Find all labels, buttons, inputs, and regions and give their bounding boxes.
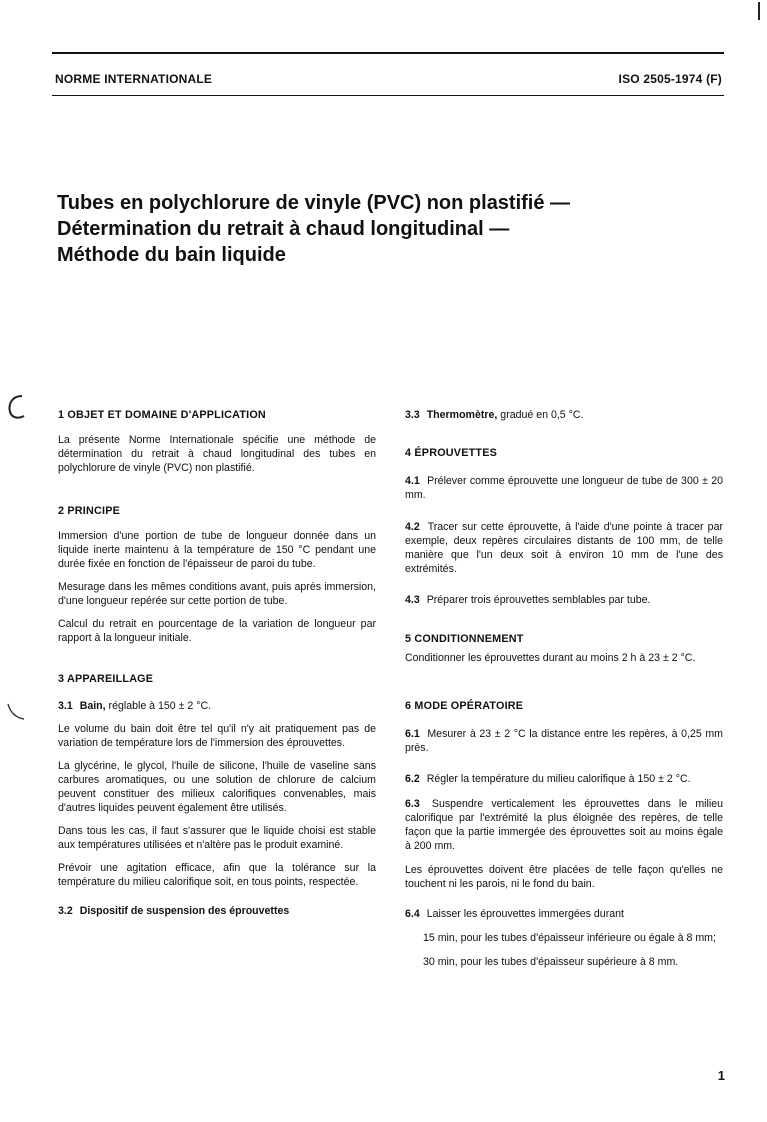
header-standard-type: NORME INTERNATIONALE: [55, 72, 213, 86]
section-3-paragraph-3: Dans tous les cas, il faut s'assurer que le liquide choisi est stable aux températures utilisées et n'altère pas le produit examiné.: [58, 825, 376, 851]
header-top-rule: [52, 52, 724, 54]
clause-4-2: [405, 520, 723, 576]
right-column: [405, 408, 723, 969]
section-4-heading: 4 ÉPROUVETTES: [405, 447, 497, 459]
clause-3-1-text: réglable à 150 ± 2 °C.: [108, 700, 212, 712]
clause-6-3-text: Suspendre verticalement les éprouvettes dans le milieu calorifique par l'extrémité la plus éloignée des repères, de telle façon que la partie immergée des éprouvettes soit au moins égale à 200 mm.: [405, 798, 724, 852]
clause-3-3: [405, 408, 723, 422]
section-6-heading: 6 MODE OPÉRATOIRE: [405, 700, 524, 712]
clause-3-1: [58, 699, 376, 713]
section-6-paragraph: Les éprouvettes doivent être placées de telle façon qu'elles ne touchent ni les parois, ni le fond du bain.: [405, 864, 723, 890]
section-5-heading: 5 CONDITIONNEMENT: [405, 633, 524, 645]
section-2-heading: 2 PRINCIPE: [58, 505, 120, 517]
section-2-paragraph-1: Immersion d'une portion de tube de longueur donnée dans un liquide inerte maintenu à la température de 150 °C pendant une durée fixée en fonction de l'épaisseur de paroi du tube.: [58, 530, 376, 570]
clause-6-4-item-b: 30 min, pour les tubes d'épaisseur supérieure à 8 mm.: [423, 956, 679, 968]
clause-4-1: [405, 474, 723, 502]
binding-mark-lower: [4, 700, 26, 722]
clause-3-3-label: Thermomètre,: [426, 409, 498, 421]
edge-mark: [756, 2, 762, 22]
clause-3-2-label: Dispositif de suspension des éprouvettes: [79, 905, 290, 917]
title-line-2: Détermination du retrait à chaud longitudinal —: [57, 218, 510, 240]
section-3-paragraph-4: Prévoir une agitation efficace, afin que la tolérance sur la température du milieu calorifique soit, en tous points, respectée.: [58, 862, 376, 888]
section-3-heading: 3 APPAREILLAGE: [58, 673, 154, 685]
section-1-paragraph: La présente Norme Internationale spécifie une méthode de détermination du retrait à chaud longitudinal des tubes en polychlorure de vinyle (PVC) non plastifié.: [58, 434, 376, 474]
clause-6-4-text: Laisser les éprouvettes immergées durant: [426, 908, 624, 920]
title-line-1: Tubes en polychlorure de vinyle (PVC) non plastifié —: [57, 192, 571, 214]
clause-3-1-label: Bain,: [79, 700, 106, 712]
clause-4-1-number: 4.1: [405, 475, 420, 487]
clause-6-1-number: 6.1: [405, 728, 420, 740]
clause-4-3: [405, 593, 723, 607]
clause-6-2-text: Régler la température du milieu calorifique à 150 ± 2 °C.: [426, 773, 691, 785]
clause-6-4-number: 6.4: [405, 908, 420, 920]
clause-6-3: [405, 797, 723, 853]
clause-4-2-text: Tracer sur cette éprouvette, à l'aide d'une pointe à tracer par exemple, deux repères circulaires distants de 100 mm, de telle manière que l'un deux soit à environ 10 mm de l'une des extrémités.: [405, 521, 723, 575]
clause-6-2: [405, 772, 723, 786]
clause-6-2-number: 6.2: [405, 773, 420, 785]
clause-4-2-number: 4.2: [405, 521, 420, 533]
clause-3-2-number: 3.2: [58, 905, 73, 917]
clause-3-3-text: gradué en 0,5 °C.: [500, 409, 584, 421]
clause-4-3-text: Préparer trois éprouvettes semblables par tube.: [426, 594, 651, 606]
clause-6-4: [405, 907, 723, 921]
section-3-paragraph-2: La glycérine, le glycol, l'huile de silicone, l'huile de vaseline sans carbures aromatiques, ou une solution de chlorure de calcium peuvent constituer des milieux calorifiques convenables, mais d'autres liquides peuvent également être utilisés.: [58, 760, 376, 814]
section-1-heading: 1 OBJET ET DOMAINE D'APPLICATION: [58, 409, 266, 421]
section-2-paragraph-3: Calcul du retrait en pourcentage de la variation de longueur par rapport à la longueur initiale.: [58, 618, 376, 644]
clause-3-1-number: 3.1: [58, 700, 73, 712]
header-standard-number: ISO 2505-1974 (F): [618, 72, 722, 86]
title-line-3: Méthode du bain liquide: [57, 244, 286, 266]
binding-mark-upper: [4, 392, 26, 422]
page-number: 1: [717, 1068, 725, 1083]
clause-3-3-number: 3.3: [405, 409, 420, 421]
clause-6-3-number: 6.3: [405, 798, 420, 810]
clause-6-1-text: Mesurer à 23 ± 2 °C la distance entre les repères, à 0,25 mm près.: [405, 728, 723, 754]
document-title: [57, 190, 717, 268]
clause-6-4-item-a: 15 min, pour les tubes d'épaisseur inférieure ou égale à 8 mm;: [423, 932, 716, 944]
left-column: [58, 408, 376, 918]
clause-4-3-number: 4.3: [405, 594, 420, 606]
section-2-paragraph-2: Mesurage dans les mêmes conditions avant, puis après immersion, d'une longueur repérée sur cette portion de tube.: [58, 581, 376, 607]
header-bottom-rule: [52, 95, 724, 96]
clause-3-2: [58, 904, 376, 918]
section-3-paragraph-1: Le volume du bain doit être tel qu'il n'y ait pratiquement pas de variation de température lors de l'immersion des éprouvettes.: [58, 723, 376, 749]
clause-6-1: [405, 727, 723, 755]
section-5-paragraph: Conditionner les éprouvettes durant au moins 2 h à 23 ± 2 °C.: [405, 652, 696, 664]
clause-4-1-text: Prélever comme éprouvette une longueur de tube de 300 ± 20 mm.: [405, 475, 723, 501]
